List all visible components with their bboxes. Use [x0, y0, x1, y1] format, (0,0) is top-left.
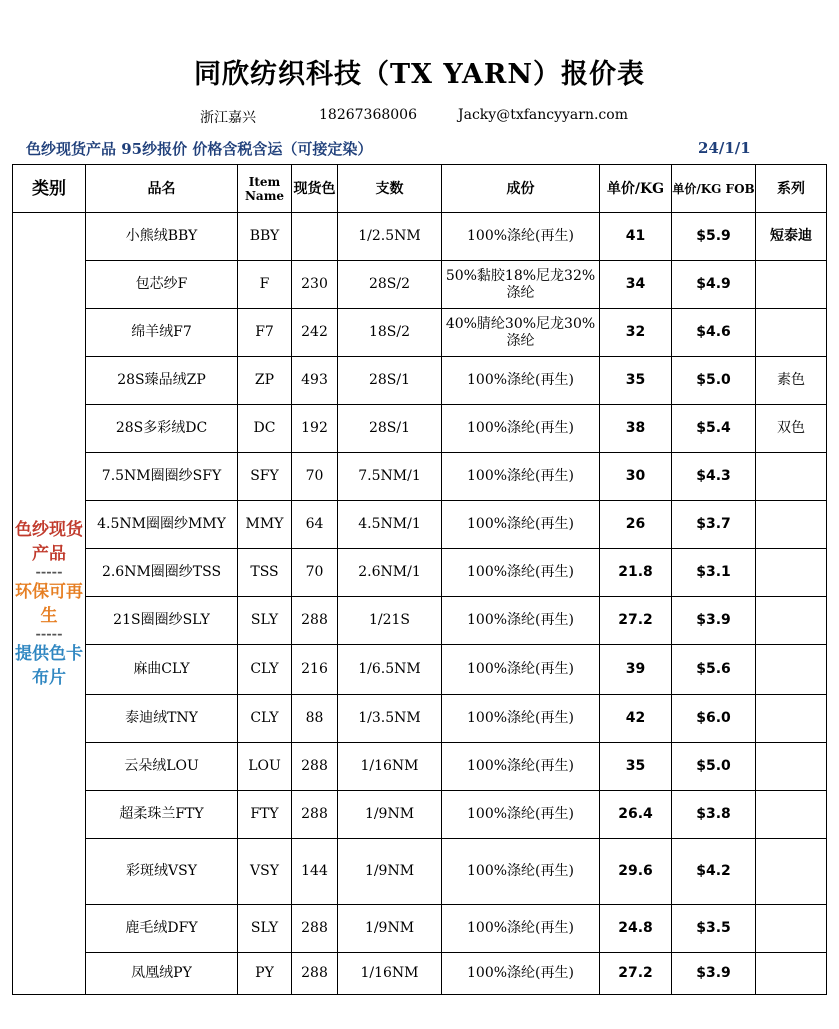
item-cell: F [238, 261, 292, 309]
fob-cell: $3.8 [672, 791, 756, 839]
composition-cell: 100%涤纶(再生) [442, 453, 600, 501]
stock-color-cell: 230 [292, 261, 338, 309]
item-cell: SFY [238, 453, 292, 501]
price-cell: 21.8 [600, 549, 672, 597]
series-cell [756, 953, 827, 995]
product-cell: 7.5NM圈圈纱SFY [86, 453, 238, 501]
header-count: 支数 [338, 165, 442, 213]
composition-cell: 50%黏胶18%尼龙32%涤纶 [442, 261, 600, 309]
location-text: 浙江嘉兴 [200, 110, 256, 126]
stock-color-cell: 288 [292, 743, 338, 791]
header-series: 系列 [756, 165, 827, 213]
count-cell: 4.5NM/1 [338, 501, 442, 549]
fob-cell: $4.6 [672, 309, 756, 357]
table-row [13, 695, 827, 743]
stock-color-cell: 242 [292, 309, 338, 357]
table-row [13, 213, 827, 261]
item-cell: ZP [238, 357, 292, 405]
item-cell: FTY [238, 791, 292, 839]
series-cell [756, 645, 827, 695]
product-cell: 鹿毛绒DFY [86, 905, 238, 953]
fob-cell: $5.4 [672, 405, 756, 453]
product-cell: 21S圈圈纱SLY [86, 597, 238, 645]
price-cell: 41 [600, 213, 672, 261]
series-cell [756, 261, 827, 309]
count-cell: 1/9NM [338, 839, 442, 905]
item-cell: SLY [238, 597, 292, 645]
header-composition: 成份 [442, 165, 600, 213]
count-cell: 7.5NM/1 [338, 453, 442, 501]
price-cell: 32 [600, 309, 672, 357]
table-row [13, 405, 827, 453]
composition-cell: 100%涤纶(再生) [442, 549, 600, 597]
stock-color-cell: 493 [292, 357, 338, 405]
series-cell [756, 309, 827, 357]
count-cell: 28S/1 [338, 357, 442, 405]
table-row [13, 905, 827, 953]
composition-cell: 40%腈纶30%尼龙30%涤纶 [442, 309, 600, 357]
product-cell: 2.6NM圈圈纱TSS [86, 549, 238, 597]
series-cell [756, 501, 827, 549]
count-cell: 2.6NM/1 [338, 549, 442, 597]
count-cell: 1/6.5NM [338, 645, 442, 695]
price-cell: 39 [600, 645, 672, 695]
table-header-row [13, 165, 827, 213]
table-row [13, 953, 827, 995]
series-cell [756, 549, 827, 597]
page-title: 同欣纺织科技（TX YARN）报价表 [193, 59, 646, 90]
category-dash-2: ----- [35, 626, 63, 642]
price-cell: 29.6 [600, 839, 672, 905]
product-cell: 泰迪绒TNY [86, 695, 238, 743]
series-cell: 短泰迪 [756, 213, 827, 261]
series-cell [756, 453, 827, 501]
category-cell [13, 213, 86, 995]
price-table [12, 164, 827, 995]
composition-cell: 100%涤纶(再生) [442, 695, 600, 743]
item-cell: TSS [238, 549, 292, 597]
stock-color-cell: 88 [292, 695, 338, 743]
price-cell: 30 [600, 453, 672, 501]
table-row [13, 743, 827, 791]
item-cell: PY [238, 953, 292, 995]
series-cell [756, 597, 827, 645]
count-cell: 28S/2 [338, 261, 442, 309]
product-cell: 麻曲CLY [86, 645, 238, 695]
item-cell: SLY [238, 905, 292, 953]
series-cell [756, 743, 827, 791]
product-cell: 云朵绒LOU [86, 743, 238, 791]
composition-cell: 100%涤纶(再生) [442, 501, 600, 549]
stock-color-cell: 64 [292, 501, 338, 549]
series-cell: 素色 [756, 357, 827, 405]
fob-cell: $4.9 [672, 261, 756, 309]
item-cell: BBY [238, 213, 292, 261]
composition-cell: 100%涤纶(再生) [442, 905, 600, 953]
stock-color-cell: 144 [292, 839, 338, 905]
date-text: 24/1/1 [698, 139, 751, 157]
composition-cell: 100%涤纶(再生) [442, 743, 600, 791]
product-cell: 28S多彩绒DC [86, 405, 238, 453]
count-cell: 1/9NM [338, 791, 442, 839]
composition-cell: 100%涤纶(再生) [442, 357, 600, 405]
price-cell: 42 [600, 695, 672, 743]
fob-cell: $3.9 [672, 597, 756, 645]
count-cell: 1/21S [338, 597, 442, 645]
composition-cell: 100%涤纶(再生) [442, 645, 600, 695]
fob-cell: $3.7 [672, 501, 756, 549]
item-cell: MMY [238, 501, 292, 549]
fob-cell: $5.0 [672, 357, 756, 405]
fob-cell: $6.0 [672, 695, 756, 743]
header-stock-color: 现货色 [292, 165, 338, 213]
product-cell: 超柔珠兰FTY [86, 791, 238, 839]
composition-cell: 100%涤纶(再生) [442, 839, 600, 905]
table-row [13, 309, 827, 357]
series-cell [756, 905, 827, 953]
count-cell: 18S/2 [338, 309, 442, 357]
subtitle-text: 色纱现货产品 95纱报价 价格含税含运（可接定染） [26, 140, 373, 158]
email-text: Jacky@txfancyyarn.com [458, 107, 628, 123]
price-cell: 35 [600, 357, 672, 405]
price-cell: 38 [600, 405, 672, 453]
table-row [13, 453, 827, 501]
fob-cell: $4.3 [672, 453, 756, 501]
price-cell: 26 [600, 501, 672, 549]
price-cell: 24.8 [600, 905, 672, 953]
table-row [13, 645, 827, 695]
header-category: 类别 [13, 165, 86, 213]
stock-color-cell: 70 [292, 549, 338, 597]
category-line-3: 提供色卡布片 [15, 643, 83, 688]
header-price-kg: 单价/KG [600, 165, 672, 213]
stock-color-cell: 288 [292, 953, 338, 995]
item-cell: DC [238, 405, 292, 453]
table-row [13, 839, 827, 905]
series-cell [756, 839, 827, 905]
category-line-1: 色纱现货产品 [15, 519, 83, 564]
composition-cell: 100%涤纶(再生) [442, 405, 600, 453]
price-cell: 27.2 [600, 953, 672, 995]
count-cell: 1/16NM [338, 743, 442, 791]
item-cell: CLY [238, 645, 292, 695]
category-dash-1: ----- [35, 564, 63, 580]
fob-cell: $3.5 [672, 905, 756, 953]
header-price-fob: 单价/KG FOB [672, 165, 756, 213]
product-cell: 28S臻品绒ZP [86, 357, 238, 405]
header-item-name: Item Name [238, 165, 292, 213]
stock-color-cell: 192 [292, 405, 338, 453]
fob-cell: $5.0 [672, 743, 756, 791]
item-cell: VSY [238, 839, 292, 905]
product-cell: 凤凰绒PY [86, 953, 238, 995]
table-row [13, 597, 827, 645]
table-row [13, 791, 827, 839]
stock-color-cell: 216 [292, 645, 338, 695]
fob-cell: $5.6 [672, 645, 756, 695]
fob-cell: $3.1 [672, 549, 756, 597]
header-product: 品名 [86, 165, 238, 213]
price-cell: 34 [600, 261, 672, 309]
item-cell: CLY [238, 695, 292, 743]
phone-text: 18267368006 [319, 107, 417, 123]
fob-cell: $5.9 [672, 213, 756, 261]
stock-color-cell [292, 213, 338, 261]
price-cell: 27.2 [600, 597, 672, 645]
count-cell: 1/16NM [338, 953, 442, 995]
item-cell: LOU [238, 743, 292, 791]
product-cell: 4.5NM圈圈纱MMY [86, 501, 238, 549]
table-row [13, 549, 827, 597]
count-cell: 28S/1 [338, 405, 442, 453]
series-cell [756, 791, 827, 839]
table-row [13, 261, 827, 309]
composition-cell: 100%涤纶(再生) [442, 213, 600, 261]
composition-cell: 100%涤纶(再生) [442, 953, 600, 995]
product-cell: 绵羊绒F7 [86, 309, 238, 357]
category-line-2: 环保可再生 [15, 581, 83, 626]
count-cell: 1/9NM [338, 905, 442, 953]
item-cell: F7 [238, 309, 292, 357]
fob-cell: $3.9 [672, 953, 756, 995]
composition-cell: 100%涤纶(再生) [442, 791, 600, 839]
series-cell [756, 695, 827, 743]
price-cell: 26.4 [600, 791, 672, 839]
count-cell: 1/3.5NM [338, 695, 442, 743]
table-row [13, 501, 827, 549]
stock-color-cell: 288 [292, 791, 338, 839]
fob-cell: $4.2 [672, 839, 756, 905]
product-cell: 彩斑绒VSY [86, 839, 238, 905]
table-row [13, 357, 827, 405]
product-cell: 包芯纱F [86, 261, 238, 309]
price-cell: 35 [600, 743, 672, 791]
composition-cell: 100%涤纶(再生) [442, 597, 600, 645]
series-cell: 双色 [756, 405, 827, 453]
product-cell: 小熊绒BBY [86, 213, 238, 261]
stock-color-cell: 288 [292, 597, 338, 645]
stock-color-cell: 70 [292, 453, 338, 501]
stock-color-cell: 288 [292, 905, 338, 953]
count-cell: 1/2.5NM [338, 213, 442, 261]
